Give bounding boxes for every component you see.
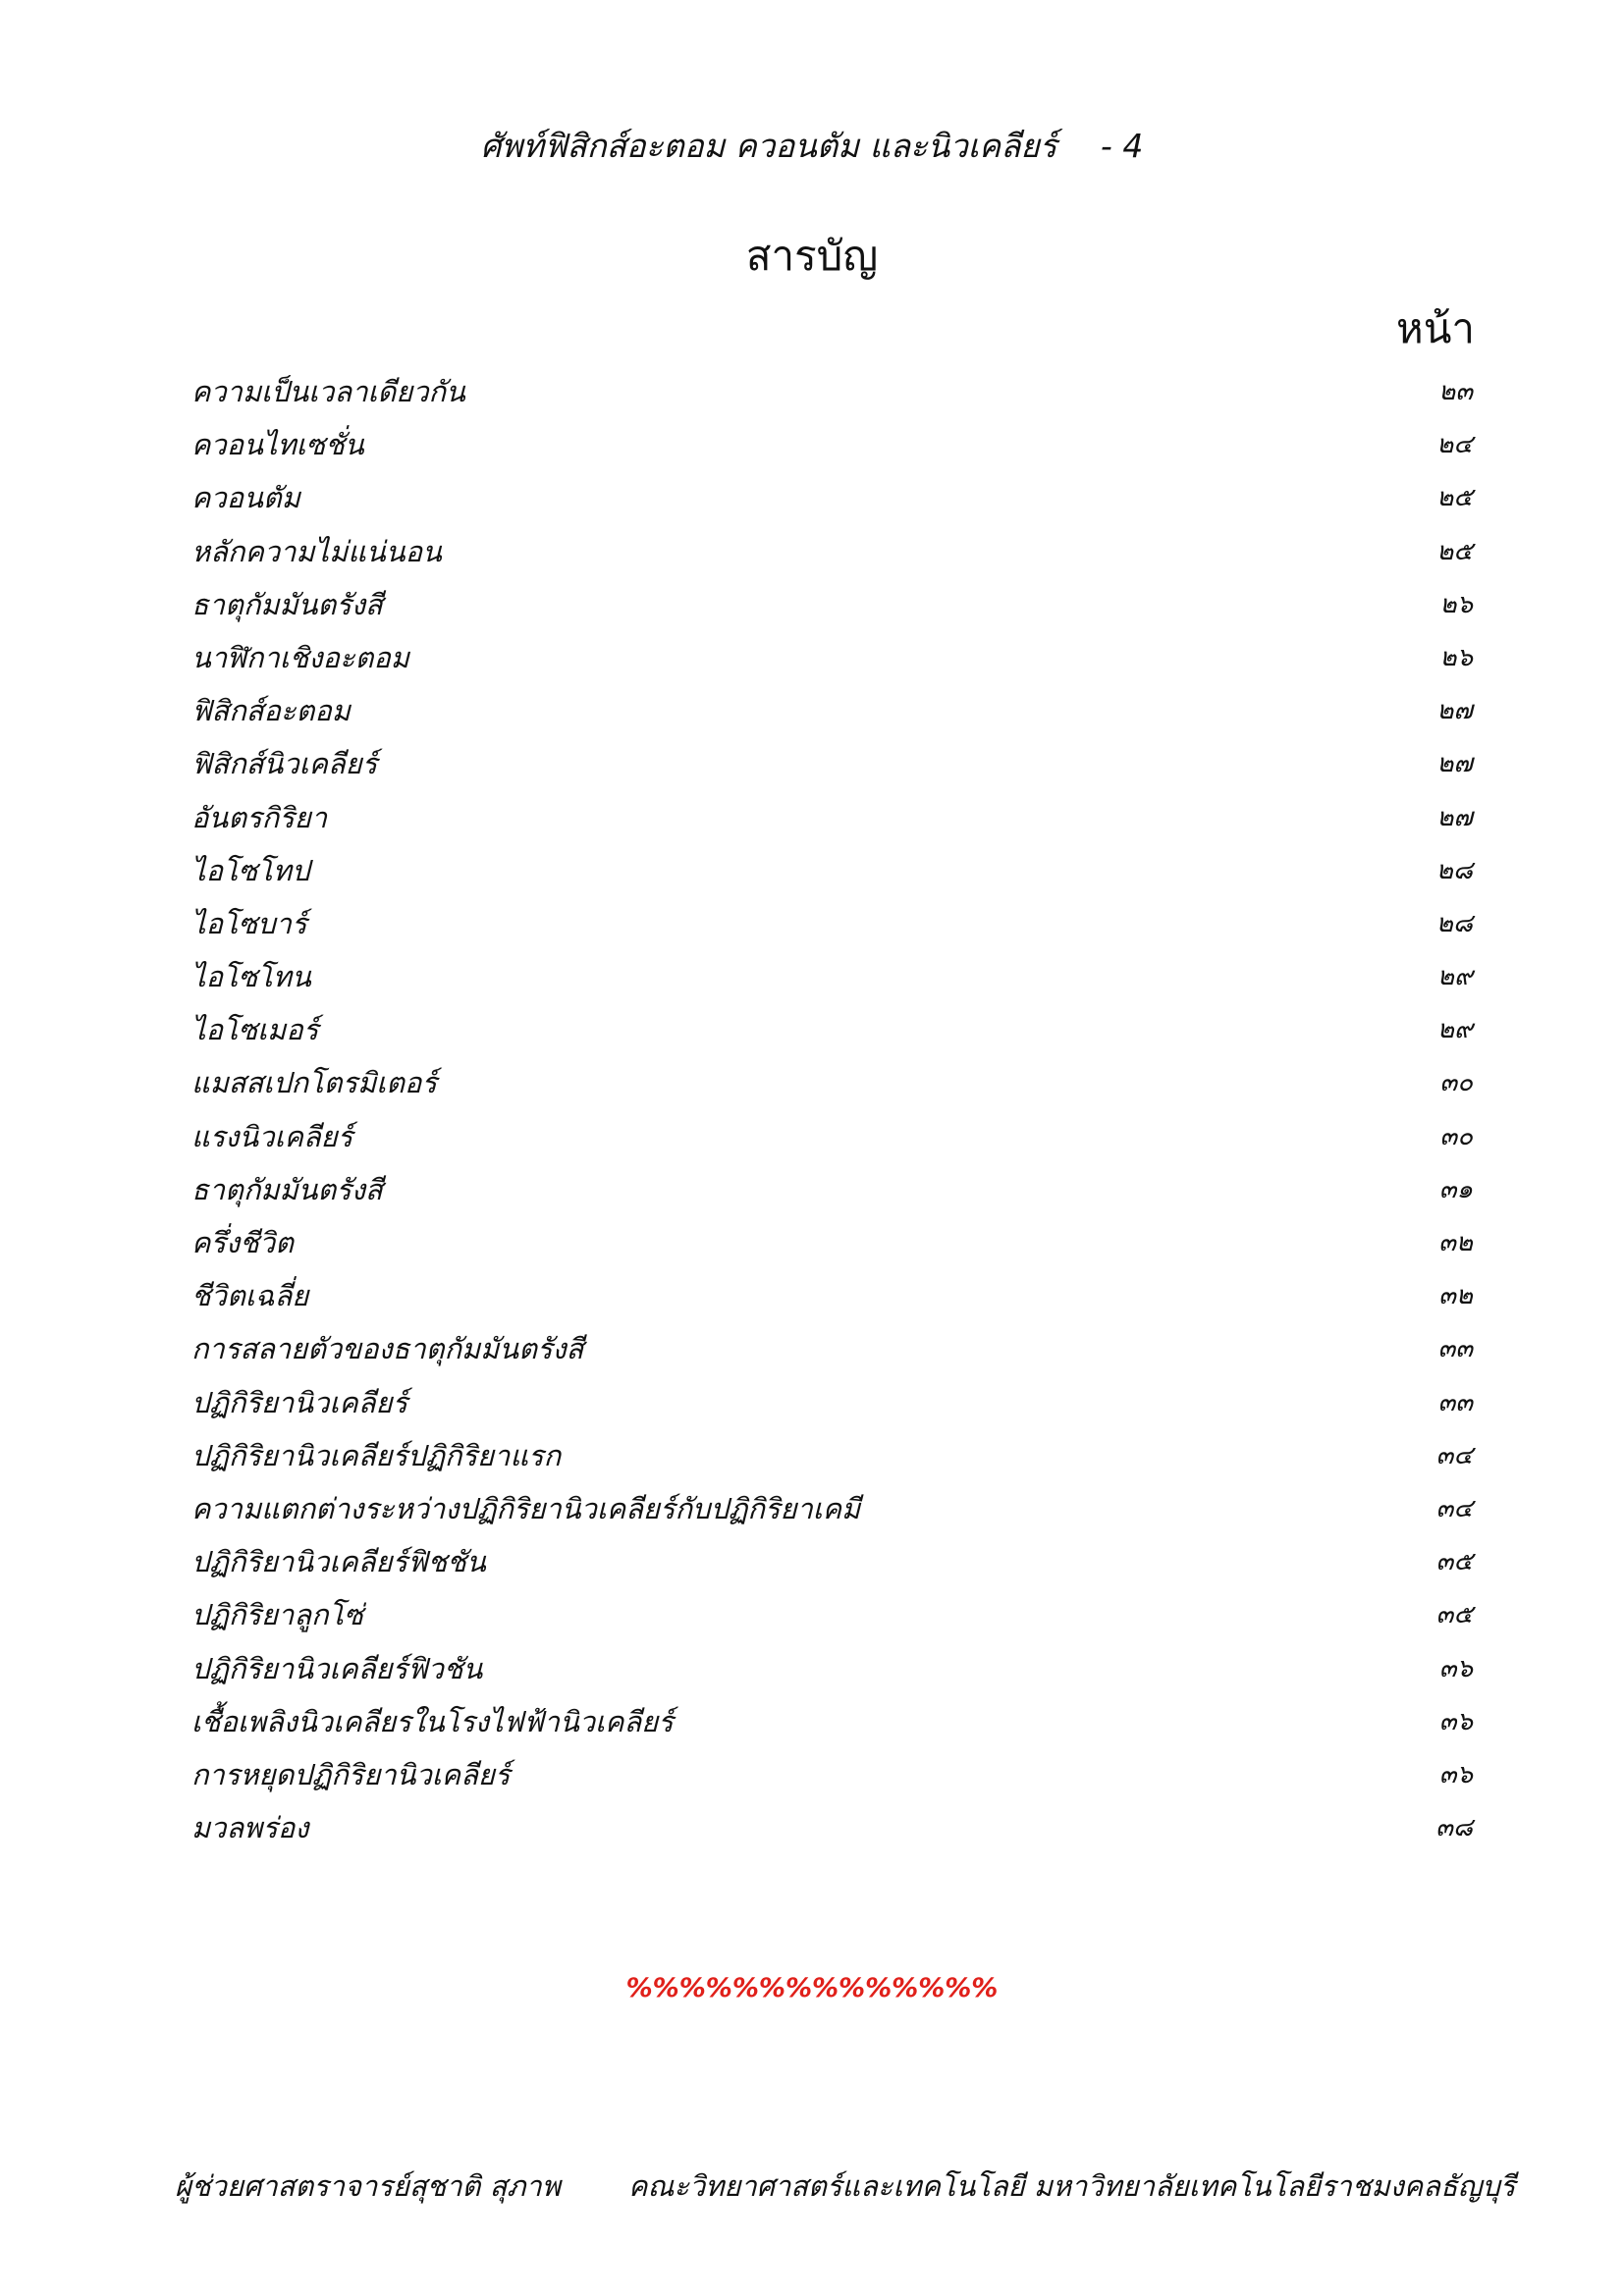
toc-entry — [191, 1163, 1473, 1216]
toc-entry — [191, 1216, 1473, 1269]
toc-entry-title: ปฏิกิริยาลูกโซ่ — [191, 1598, 363, 1632]
toc-entry-page: ๓๒ — [1438, 1228, 1473, 1257]
toc-entry-page: ๓๕ — [1435, 1547, 1473, 1577]
toc-entry — [191, 1269, 1473, 1322]
toc-entry — [191, 1429, 1473, 1482]
toc-entry-title: ไอโซโทน — [191, 960, 311, 994]
toc-entry-page: ๓๖ — [1438, 1706, 1473, 1736]
toc-entry — [191, 1535, 1473, 1588]
header-page-number: 4 — [1122, 127, 1144, 165]
toc-entry-page: ๓๓ — [1437, 1387, 1473, 1417]
toc-entry-title: ปฏิกิริยานิวเคลียร์ฟิชชัน — [191, 1545, 486, 1579]
toc-entry — [191, 684, 1473, 737]
toc-entry-title: การสลายตัวของธาตุกัมมันตรังสี — [191, 1332, 584, 1366]
toc-entry-title: มวลพร่อง — [191, 1811, 309, 1845]
toc-entry-title: ธาตุกัมมันตรังสี — [191, 587, 383, 621]
toc-entry-page: ๒๔ — [1436, 430, 1473, 460]
toc-entry-page: ๒๘ — [1435, 855, 1473, 885]
toc-entry — [191, 791, 1473, 844]
toc-entry-page: ๒๓ — [1438, 377, 1473, 406]
toc-entry-page: ๓๖ — [1438, 1653, 1473, 1683]
toc-entry — [191, 365, 1473, 418]
toc-entry-page: ๒๗ — [1436, 749, 1473, 779]
toc-entry — [191, 1695, 1473, 1748]
toc-entry-page: ๓๕ — [1435, 1600, 1473, 1630]
toc-entry — [191, 525, 1473, 578]
toc-entry-title: ครึ่งชีวิต — [191, 1226, 294, 1259]
toc-entry — [191, 1376, 1473, 1429]
toc-entry — [191, 844, 1473, 897]
toc-entry — [191, 471, 1473, 524]
toc-entry-page: ๓๖ — [1438, 1759, 1473, 1789]
toc-entry-title: ควอนตัม — [191, 481, 300, 515]
toc-entry-page: ๒๖ — [1439, 642, 1473, 672]
toc-entry-title: ฟิสิกส์อะตอม — [191, 694, 351, 728]
toc-entry-page: ๓๐ — [1439, 1121, 1473, 1151]
toc-entry-page: ๒๙ — [1436, 1015, 1473, 1045]
toc-entry-title: ไอโซโทป — [191, 853, 310, 887]
running-header — [0, 120, 1624, 172]
toc-entry-title: การหยุดปฏิกิริยานิวเคลียร์ — [191, 1757, 511, 1791]
toc-entry — [191, 897, 1473, 950]
toc-entry-page: ๓๑ — [1438, 1174, 1473, 1204]
toc-entry-title: ปฏิกิริยานิวเคลียร์ปฏิกิริยาแรก — [191, 1438, 562, 1472]
toc-entry-title: แมสสเปกโตรมิเตอร์ — [191, 1066, 437, 1100]
toc-entry-page: ๓๔ — [1435, 1440, 1473, 1470]
toc-entry-title: ไอโซบาร์ — [191, 906, 307, 940]
toc-entry-title: หลักความไม่แน่นอน — [191, 534, 442, 568]
footer-affiliation: คณะวิทยาศาสตร์และเทคโนโลยี มหาวิทยาลัยเทคโนโลยีราชมงคลธัญบุรี — [628, 2169, 1516, 2203]
toc-entry-title: ธาตุกัมมันตรังสี — [191, 1172, 383, 1206]
toc-entry-page: ๒๘ — [1435, 908, 1473, 938]
toc-entry-page: ๒๙ — [1436, 962, 1473, 992]
toc-entry-title: ชีวิตเฉลี่ย — [191, 1279, 309, 1313]
toc-entry — [191, 1801, 1473, 1854]
toc-entry-title: ฟิสิกส์นิวเคลียร์ — [191, 747, 378, 781]
toc-entry-page: ๒๗ — [1436, 696, 1473, 726]
toc-entry — [191, 1748, 1473, 1801]
toc-entry-title: เชื้อเพลิงนิวเคลียรในโรงไฟฟ้านิวเคลียร์ — [191, 1704, 674, 1738]
toc-entry-title: ความแตกต่างระหว่างปฏิกิริยานิวเคลียร์กับปฏิกิริยาเคมี — [191, 1491, 861, 1525]
toc-entry — [191, 1482, 1473, 1535]
toc-entry-page: ๓๓ — [1437, 1334, 1473, 1364]
toc-entry — [191, 1588, 1473, 1641]
toc-entry-title: ไอโซเมอร์ — [191, 1013, 319, 1047]
toc-entry-page: ๓๐ — [1439, 1068, 1473, 1098]
toc-entry — [191, 631, 1473, 684]
toc-entry-title: ปฏิกิริยานิวเคลียร์ — [191, 1385, 408, 1419]
page-title: สารบัญ — [745, 232, 879, 280]
toc-entry-page: ๒๕ — [1436, 536, 1473, 566]
toc-entry-title: ปฏิกิริยานิวเคลียร์ฟิวชัน — [191, 1651, 483, 1685]
table-of-contents — [191, 365, 1473, 1854]
toc-entry-title: แรงนิวเคลียร์ — [191, 1119, 353, 1153]
page-column-label: หน้า — [1396, 304, 1475, 352]
toc-entry-title: อันตรกิริยา — [191, 800, 328, 834]
header-title: ศัพท์ฟิสิกส์อะตอม ควอนตัม และนิวเคลียร์ — [480, 127, 1057, 165]
page-footer — [175, 2163, 1549, 2209]
toc-entry — [191, 418, 1473, 471]
toc-entry — [191, 737, 1473, 790]
toc-entry-page: ๓๘ — [1435, 1813, 1473, 1843]
toc-entry-page: ๒๖ — [1439, 589, 1473, 619]
footer-author: ผู้ช่วยศาสตราจารย์สุชาติ สุภาพ — [175, 2169, 561, 2203]
toc-entry-title: ควอนไทเซชั่น — [191, 428, 364, 462]
toc-entry — [191, 578, 1473, 631]
header-separator: - — [1100, 127, 1112, 165]
toc-entry-title: ความเป็นเวลาเดียวกัน — [191, 375, 465, 408]
toc-entry-page: ๓๔ — [1435, 1493, 1473, 1523]
toc-entry — [191, 1110, 1473, 1163]
toc-entry — [191, 950, 1473, 1003]
toc-entry — [191, 1322, 1473, 1375]
toc-entry-page: ๒๕ — [1436, 483, 1473, 513]
toc-entry-page: ๒๗ — [1436, 802, 1473, 832]
toc-entry — [191, 1056, 1473, 1109]
toc-entry — [191, 1642, 1473, 1695]
toc-entry-page: ๓๒ — [1438, 1281, 1473, 1311]
section-divider: %%%%%%%%%%%%%% — [625, 1973, 999, 2003]
toc-entry — [191, 1003, 1473, 1056]
toc-entry-title: นาฬิกาเชิงอะตอม — [191, 640, 409, 674]
